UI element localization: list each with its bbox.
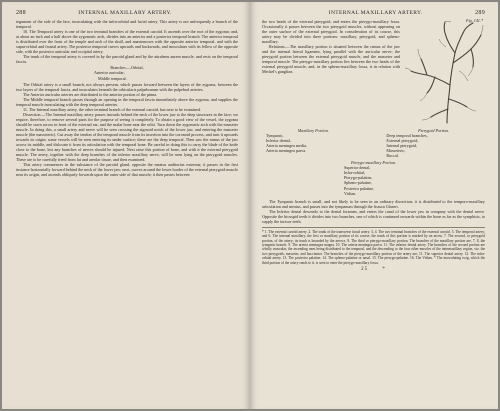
left-page-header [16, 10, 238, 16]
list-item: Buccal. [386, 153, 399, 159]
footnote: * 1. The external carotid artery. 2. The trunk of the transverse facial artery. 3, 4. The two terminal branches of the external carotid. 5. The temporal artery; and 6. The internal maxillary, the first or maxillary portion of its course; the trunk of this portion is marked by an arrow. 7. The second, or pterygoid portion, of the artery; its trunk is bounded by the arrows. 8. The third or pterygo-maxillary portion. The branches of the maxillary portion are, 7, 8, the tympanic branch. 9. The arteria meningea magna. 10. The arteria meningea parva. 11. The inferior dental artery. The branches of the second portion are wholly muscular, the ascending ones being distributed to the temporal, and the descending to the four other muscles of the intermaxillary region, viz. the two pterygoids, masseter, and buccinator. The branches of the pterygo-maxillary portion of the artery are, 11. The superior dental artery. 12. The infra-orbital artery. 13. The posterior palatine. 14. The spheno-palatine or nasal. 15. The pterygo-palatine. 16. The Vidian. * The inosculating twig, which the third portion of the artery sends to it, is seen to enter the pterygo-maxillary fossa. [262, 227, 485, 265]
column-title: Pterygoid Portion. [418, 128, 450, 133]
column-title: Maxillary Portion. [297, 128, 329, 133]
maxillary-portion [262, 128, 365, 158]
book-spread [2, 2, 498, 409]
list-item: Vidian. [344, 190, 357, 196]
list-item: Tympanic, [266, 133, 284, 139]
artery-figure [403, 19, 485, 125]
branches-title: Branches.—Orbital, [110, 65, 144, 71]
paragraph: Relations.—The maxillary portion is situated between the ramus of the jaw and the internal lateral ligament, lying parallel with the auricular nerve; the pterygoid portion between the external pterygoid muscle, and the masseter and temporal muscle. The pterygo-maxillary portion lies between the two heads of the external pterygoid muscle, and, in the spheno-maxillary fossa, is in relation with Meckel's ganglion. [262, 44, 400, 75]
list-item: Masseteric, [386, 148, 406, 154]
page-number: 289 [475, 10, 485, 16]
list-item: Superior dental, [344, 165, 371, 171]
right-page [250, 2, 498, 409]
right-page-header [262, 10, 485, 16]
paragraph: 10. The Temporal artery is one of the two terminal branches of the external carotid. It ascends over the root of the zygoma; and, at about an inch and a half above the zygomatic arch, divides into an anterior and a posterior temporal branch. The anterior temporal is distributed over the front of the temple and arch of the skull, and anastomoses with the opposite anterior temporal, and with the supra-orbital and frontal artery. The posterior temporal curves upwards and backwards, and inosculates with its fellow of the opposite side, with the posterior auricular and occipital artery. [16, 29, 238, 55]
branches-item: Middle temporal. [98, 75, 127, 81]
list-item: Pterygo-palatine, [344, 175, 373, 181]
paragraph: The trunk of the temporal artery is covered in by the parotid gland and by the attrahens aurem muscle, and rests on the temporal fascia. [16, 54, 238, 65]
paragraph: 11. The Internal maxillary artery, the other terminal branch of the external carotid, has next to be examined. [23, 106, 202, 112]
branches-columns [262, 128, 485, 158]
branches-item: Anterior auricular, [94, 70, 125, 76]
list-item: Inferior dental, [266, 138, 291, 144]
paragraph: The Anterior auricular arteries are distributed to the anterior portion of the pinna. [23, 91, 158, 97]
list-item: External pterygoid, [386, 138, 419, 144]
list-item: Deep temporal branches, [386, 133, 428, 139]
list-item: Spheno-palatine, [344, 180, 372, 186]
column-title: Pterygo-maxillary Portion. [350, 160, 397, 166]
paragraph: The Middle temporal branch passes through an opening in the temporal fascia immediately above the zygoma, and supplies the temporal muscle inosculating with the deep temporal arteries. [16, 96, 238, 107]
signature-mark [262, 267, 485, 272]
paragraph: The Inferior dental descends to the dental foramen, and enters the canal of the lower jaw in company with the dental nerve. Opposite the bicuspid teeth it divides into two branches, one of which is continued onwards within the bone as far as the symphisis, to supply the incisor teeth. [262, 208, 485, 224]
paragraph: The Orbital artery is a small branch, not always present, which passes forward between the layers of the zygoma, between the two layers of the temporal fascia, and inosculates beneath the orbicularis palpebrarum with the palpebral arteries. [16, 81, 238, 92]
artery-illustration [403, 19, 485, 125]
running-head: INTERNAL MAXILLARY ARTERY. [78, 10, 172, 16]
signature-asterisk: * [382, 267, 386, 273]
paragraph: The Tympanic branch is small, and not likely to be seen in an ordinary dissection; it is distributed to the temporo-maxillary articulation and meatus, and passes into the tympanum through the fissura Glaseri. [262, 198, 485, 209]
list-item: Arteria meningea parva. [266, 148, 307, 154]
running-head: INTERNAL MAXILLARY ARTERY. [328, 10, 423, 16]
figure-label: Fig. 141.* [466, 18, 483, 23]
branches-list [16, 65, 238, 80]
pterygoid-portion [382, 128, 485, 158]
figure-wrap [262, 19, 485, 125]
list-item: Arteria meningea media, [266, 143, 308, 149]
list-item: Infra-orbital, [344, 170, 366, 176]
left-page [2, 2, 250, 409]
paragraph: the two heads of the external pterygoid, and enters the pterygo-maxillary fossa. Occasionally it passes between the two pterygoid muscles, without appearing on the outer surface of the external pterygoid. In consideration of its course, this artery may be divided into three portions: maxillary, pterygoid, and spheno-maxillary. [262, 19, 400, 45]
paragraph: Dissection.—The Internal maxillary artery passes inwards behind the neck of the lower jaw to the deep structures in the face; we require, therefore, to remove several parts for the purpose of seeing it completely. To obtain a good view of the vessel, the zygoma should be sawn across in front of the external ear, and the malar bone near the orbit. Turn down the zygomatic arch with the masseter muscle. In doing this, a small artery and nerve will be seen crossing the sigmoid notch of the lower jaw, and entering the masseter muscle (the masseteric). Cut away the tendon of the temporal muscle from its insertion into the coronoid process, and turn it upwards towards its origin; some vessels will be seen entering its under surface; these are the deep temporal. Then saw the ramus of the jaw across its middle, and dislocate it from its articulation with the temporal bone. Be careful in doing this to carry the blade of the knife close to the bone, lest any branches of nerves should be injured. Next raise this portion of bone, and with it the external pterygoid muscle. The artery, together with the deep branches of the inferior maxillary nerve, will be seen lying on the pterygoid muscles. These are to be carefully freed from fat and areolar tissue, and then examined. [16, 111, 238, 163]
signature-number: 25 [361, 267, 369, 273]
list-item: Posterior palatine, [344, 185, 375, 191]
paragraph: This artery commences in the substance of the parotid gland, opposite the meatus auditorius externus; it passes in the first instance horizontally forward behind the neck of the lower jaw; next, curves around the lower border of the external pterygoid muscle near its origin, and ascends obliquely forwards upon the outer side of that muscle; it then passes between [16, 162, 238, 178]
list-item: Internal pterygoid, [386, 143, 418, 149]
pterygo-maxillary-portion [262, 160, 485, 195]
page-number: 288 [16, 10, 26, 16]
paragraph: tegument of the side of the face, inosculating with the infra-orbital and facial artery. This artery is not unfrequently a branch of the temporal. [16, 19, 238, 30]
